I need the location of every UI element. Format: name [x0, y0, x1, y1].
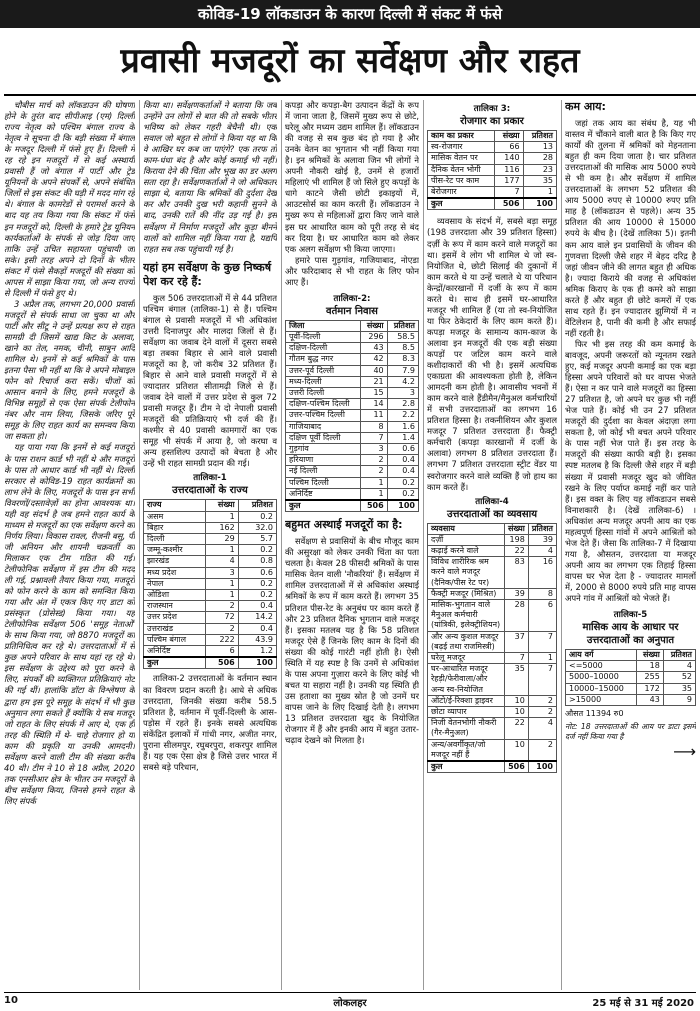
table-row — [286, 432, 419, 443]
table-cell: 83 — [505, 557, 529, 589]
table-row — [428, 187, 557, 199]
table-cell: 16 — [528, 557, 556, 589]
table-4-header: प्रतिशत — [528, 523, 556, 534]
table-cell: 5.7 — [238, 534, 276, 545]
table-5-header: आय वर्ग — [566, 650, 637, 661]
table-row — [144, 590, 277, 601]
col2-paragraph-3: तालिका-2 उत्तरदाताओं के वर्तमान स्थान का विवरण प्रदान करती है। आधे से अधिक उत्तरदाता, जिनकी संख्या करीब 58.5 प्रतिशत है, वर्तमान में पूर्वी-दिल्ली के आस-पड़ोस में रहते हैं। इनके सबसे अत्यधिक संकेंद्रित इलाकों में गांधी नगर, अजीत नगर, पुराना सीलमपुर, रघुबरपुरा, शकरपुर शामिल हैं। यह एक ऐसा क्षेत्र है जिसे उत्तर भारत में सबसे बड़े परिधान, — [143, 673, 277, 772]
table-cell: >15000 — [566, 694, 637, 705]
table-2-header: संख्या — [361, 320, 387, 331]
table-4 — [427, 497, 557, 774]
table-5-average: औसत 11394 रु0 — [565, 709, 624, 719]
table-cell: 7 — [528, 664, 556, 696]
table-row — [286, 399, 419, 410]
table-cell: दक्षिण पूर्वी दिल्ली — [286, 432, 361, 443]
table-cell: 0.4 — [387, 466, 418, 477]
table-1-header: संख्या — [206, 500, 238, 511]
table-5 — [565, 610, 696, 760]
table-total-cell: 506 — [505, 761, 529, 773]
table-1-header: राज्य — [144, 500, 206, 511]
table-cell: दैनिक वेतन भोगी — [428, 164, 495, 175]
table-cell: 5000–10000 — [566, 672, 637, 683]
table-cell: विविध शारीरिक श्रम करने वाले मजदूर (दैनिक/पीस रेट पर) — [428, 557, 505, 589]
table-row — [428, 695, 557, 706]
table-cell: 43 — [361, 343, 387, 354]
table-row — [428, 534, 557, 545]
table-cell: 296 — [361, 332, 387, 343]
table-2-title: वर्तमान निवास — [326, 305, 378, 317]
table-cell: हरियाणा — [286, 455, 361, 466]
table-cell: 29 — [206, 534, 238, 545]
table-total-cell: 100 — [523, 198, 556, 210]
table-cell: 39 — [528, 534, 556, 545]
table-cell: 10 — [505, 695, 529, 706]
col2-section-heading: यहां हम सर्वेक्षण के कुछ निष्कर्ष पेश कर रहे हैं: — [143, 260, 272, 288]
table-row — [286, 444, 419, 455]
col3-paragraph-1: कपड़ा और कपड़ा-बैग उत्पादन केंद्रों के रूप में जाना जाता है, जिसमें मुख्य रूप से छोटे, घरेलू और मध्यम उद्यम शामिल हैं। लॉकडाउन की वजह से सब कुछ बंद हो गया है और उनके वेतन का भुगतान भी नहीं किया गया है। इन श्रमिकों के अलावा जिन भी लोगों ने अपनी नौकरी खोई है, उनमें से हजारों महिलाएं भी शामिल हैं जो सिले हुए कपड़ों के धागे काटने जैसी छोटी इकाइयों में, आउटसोर्स का काम करती हैं। लॉकडाउन ने मुख्य रूप से महिलाओं द्वारा किए जाने वाले इस घर आधारित काम को पूरी तरह से बंद कर दिया है। घर आधारित काम को लेकर एक अलग सर्वेक्षण भी किया जाएगा। — [285, 100, 419, 254]
table-cell: 4 — [663, 661, 695, 672]
column-3 — [285, 100, 419, 992]
table-3-grid — [427, 130, 557, 210]
table-cell: 0.4 — [238, 601, 276, 612]
table-4-header: संख्या — [505, 523, 529, 534]
table-row — [286, 488, 419, 500]
table-cell: ओडिशा — [144, 590, 206, 601]
column-divider — [281, 100, 282, 990]
col1-paragraph-1: चौबीस मार्च को लॉकडाउन की घोषणा होने के तुरंत बाद सीपीआइ (एम) दिल्ली राज्य नेतृत्व को पश्चिम बंगाल राज्य के नेतृत्व ने सूचना दी कि बड़ी संख्या में बंगाल के मजदूर दिल्ली में फंसे हुए हैं। दिल्ली में रह रहे इन मजदूरों में से कई अस्थायी प्रवासी हैं जो बंगाल में पार्टी और ट्रेड यूनियनों के अपने संपर्कों से, अपने संबंधित जिलों से इस संकट की घड़ी में मदद मांग रहे थे। बंगाल के कामरेडों से परामर्श करने के बाद यह तय किया गया कि संकट में फंसे इन मजदूरों को, दिल्ली के हमारे ट्रेड यूनियन कार्यकर्ताओं के संपर्क से जोड़ दिया जाए ताकि उन्हें उचित सहायता पहुंचायी जा सके। इसी तरह अपने दो दिनों के भीतर संकट में फंसे सैकड़ों मजदूरों की संख्या को आपस में साझा किया गया, जो अन्य राज्यों से दिल्ली में फंसे हुए थे। — [4, 100, 135, 298]
table-cell: 1 — [528, 653, 556, 664]
table-cell: 6 — [206, 646, 238, 658]
table-row — [428, 664, 557, 696]
table-cell: 8 — [528, 588, 556, 599]
table-2-caption: तालिका-2: — [333, 293, 371, 304]
table-cell: 8.3 — [387, 354, 418, 365]
table-cell: 7 — [495, 187, 523, 199]
table-cell: घर-आधारित मजदूर रेहड़ी/फेरीवाला/और अन्य स्व-नियोजित — [428, 664, 505, 696]
table-cell: 1 — [361, 477, 387, 488]
table-row — [428, 546, 557, 557]
table-cell: उत्तर-पूर्व दिल्ली — [286, 365, 361, 376]
column-2 — [143, 100, 277, 992]
table-cell: 43.9 — [238, 634, 276, 645]
table-cell: 14 — [361, 399, 387, 410]
table-row — [144, 567, 277, 578]
table-total-cell: 100 — [387, 500, 418, 512]
table-row — [144, 601, 277, 612]
table-total-cell: 506 — [361, 500, 387, 512]
table-2 — [285, 294, 419, 512]
table-row — [428, 164, 557, 175]
table-cell: 13 — [523, 142, 556, 153]
table-3-header: काम का प्रकार — [428, 131, 495, 142]
table-cell: 14.2 — [238, 612, 276, 623]
table-total-row — [144, 657, 277, 669]
table-row — [144, 646, 277, 658]
table-row — [428, 631, 557, 652]
col1-paragraph-2: 3 अप्रैल तक, लगभग 20,000 प्रवासी मजदूरों से संपर्क साधा जा चुका था और पार्टी और सीटू ने उन्हें प्रत्यक्ष रूप से राहत सामग्री दी जिसमें खाद्य किट के अलावा, खाने का तेल, नमक, चीनी, साबुन आदि शामिल थे। इनमें से कई श्रमिकों के पास इतना पैसा भी नहीं था कि वे अपने मोबाइल फोन को रिचार्ज करा सकें। चीजों को आसान बनाने के लिए, हमने मजदूरों के विभिन्न समूहों से एक ऐसा संपर्क टेलीफोन नंबर और नाम लिया, जिसके जरिए पूरे समूह के लिए राहत कार्य का समन्वय किया जा सकता हो। — [4, 298, 135, 442]
table-cell: पीस-रेट पर काम — [428, 175, 495, 186]
table-cell: 28 — [523, 153, 556, 164]
table-cell: 1 — [361, 488, 387, 500]
table-cell: निजी वेतनभोगी नौकरी (गैर-मैनुअल) — [428, 718, 505, 739]
table-cell: 37 — [505, 631, 529, 652]
table-4-title: उत्तरदाताओं का व्यवसाय — [446, 508, 538, 520]
table-cell: दर्ज़ी — [428, 534, 505, 545]
table-row — [428, 175, 557, 186]
table-cell: 7 — [528, 631, 556, 652]
table-cell: 4 — [206, 556, 238, 567]
col5-paragraph-2: फिर भी इस तरह की कम कमाई के बावजूद, अपनी जरूरतों को न्यूनतम रखते हुए, कई मजदूर अपनी कमाई का एक बड़ा हिस्सा अपने परिवारों को घर वापस भेजते हैं। ऐसा न कर पाने वाले मजदूरों का हिस्सा 27 प्रतिशत है, जो अपने घर कुछ भी नहीं भेज पाते हैं। कोई भी उन 27 प्रतिशत मजदूरों की दुर्दशा का केवल अंदाज़ा लगा सकता है, जो कोई भी बचत अपने परिवार के पास नहीं भेज पाते हैं। इस तरह के मजदूरों की संख्या काफी बड़ी है। इसका स्पष्ट मतलब है कि दिल्ली जैसे शहर में बड़ी संख्या में प्रवासी मजदूर खुद को जीवित रखने के लिए पर्याप्त कमाई नहीं कर पाते हैं। इस वक्त के लिए यह लॉकडाउन सबसे विनाशकारी है। (देखें तालिका-6) । अधिकांश अन्य मजदूर अपनी आय का एक महत्वपूर्ण हिस्सा गांवों में अपने आश्रितों को भेज देते हैं। जैसा कि तालिका-7 में दिखाया गया है, औसतन, उत्तरदाता या मजदूर अपनी आय का लगभग एक तिहाई हिस्सा वापस घर भेज देता है - ज्यादातर मामलों में, 2000 से 8000 रुपये प्रति माह वापस अपने गांव में आश्रितों को भेजते हैं। — [565, 338, 696, 604]
table-cell: अनिर्दिष्ट — [286, 488, 361, 500]
table-row — [286, 332, 419, 343]
table-cell: 10 — [505, 707, 529, 718]
table-cell: राजस्थान — [144, 601, 206, 612]
table-cell: 18 — [636, 661, 663, 672]
table-cell: 0.2 — [387, 477, 418, 488]
column-divider — [423, 100, 424, 990]
table-cell: 140 — [495, 153, 523, 164]
table-cell: 1 — [206, 590, 238, 601]
continue-arrow-icon: ⟶ — [673, 742, 696, 762]
table-row — [566, 683, 696, 694]
table-cell: 6 — [528, 600, 556, 632]
table-cell: 0.6 — [387, 444, 418, 455]
table-cell: दिल्ली — [144, 534, 206, 545]
table-cell: कढ़ाई करने वाले — [428, 546, 505, 557]
table-5-grid — [565, 649, 696, 706]
table-cell: 3 — [361, 444, 387, 455]
table-cell: 35 — [523, 175, 556, 186]
table-row — [286, 421, 419, 432]
table-total-cell: कुल — [428, 761, 505, 773]
table-cell: स्व-रोजगार — [428, 142, 495, 153]
table-cell: 8.5 — [387, 343, 418, 354]
table-cell: 28 — [505, 600, 529, 632]
page-number: 10 — [4, 995, 18, 1006]
table-cell: 2 — [528, 739, 556, 761]
table-cell: अनिर्दिष्ट — [144, 646, 206, 658]
footer-rule — [4, 992, 696, 993]
publication-name: लोकलहर — [333, 998, 367, 1009]
table-cell: उत्तर-पश्चिम दिल्ली — [286, 410, 361, 421]
table-cell: 1 — [206, 545, 238, 556]
table-cell: 222 — [206, 634, 238, 645]
table-cell: 1 — [206, 578, 238, 589]
table-cell: 1 — [523, 187, 556, 199]
table-5-note: नोट: 18 उत्तरदाताओं की आय पर डाटा इसमें दर्ज नहीं किया गया है — [565, 722, 696, 742]
table-cell: 39 — [505, 588, 529, 599]
page-headline: प्रवासी मजदूरों का सर्वेक्षण और राहत — [120, 41, 580, 81]
table-3-caption: तालिका 3: — [473, 104, 511, 114]
table-cell: 0.2 — [238, 545, 276, 556]
table-2-grid — [285, 320, 419, 512]
table-cell: 0.2 — [238, 590, 276, 601]
table-row — [144, 634, 277, 645]
table-4-header: व्यवसाय — [428, 523, 505, 534]
table-cell: 40 — [361, 365, 387, 376]
table-cell: बिहार — [144, 522, 206, 533]
table-cell: नई दिल्ली — [286, 466, 361, 477]
table-cell: घरेलू मजदूर — [428, 653, 505, 664]
table-cell: 0.4 — [238, 623, 276, 634]
table-cell: 1.6 — [387, 421, 418, 432]
table-row — [286, 343, 419, 354]
table-cell: 15 — [361, 388, 387, 399]
table-total-cell: कुल — [144, 657, 206, 669]
table-total-cell: 100 — [238, 657, 276, 669]
table-cell: और अन्य कुशल मजदूर (बढ़ई तथा राजमिस्त्री) — [428, 631, 505, 652]
table-row — [428, 600, 557, 632]
table-cell: 9 — [663, 694, 695, 705]
table-cell: 172 — [636, 683, 663, 694]
table-cell: 42 — [361, 354, 387, 365]
table-cell: 23 — [523, 164, 556, 175]
table-cell: 21 — [361, 376, 387, 387]
table-total-cell: 100 — [528, 761, 556, 773]
table-row — [144, 578, 277, 589]
col3-paragraph-2: हमारे पास गुड़गांव, गाजियाबाद, नोएडा और फरिदाबाद से भी राहत के लिए फोन आए हैं। — [285, 254, 419, 287]
table-cell: 2.2 — [387, 410, 418, 421]
table-cell: पश्चिम दिल्ली — [286, 477, 361, 488]
table-cell: 2.8 — [387, 399, 418, 410]
table-cell: 2 — [528, 695, 556, 706]
table-4-grid — [427, 523, 557, 774]
table-3 — [427, 104, 557, 210]
table-cell: <=5000 — [566, 661, 637, 672]
table-cell: 52 — [663, 672, 695, 683]
table-row — [286, 410, 419, 421]
table-cell: 198 — [505, 534, 529, 545]
table-row — [286, 376, 419, 387]
table-1-header: प्रतिशत — [238, 500, 276, 511]
table-cell: मध्य-दिल्ली — [286, 376, 361, 387]
table-cell: 2 — [361, 466, 387, 477]
table-total-cell: 506 — [495, 198, 523, 210]
table-cell: 32.0 — [238, 522, 276, 533]
col1-paragraph-3: यह पाया गया कि इनमें से कई मजदूरों के पास राशन कार्ड भी नहीं थे और मजदूरों के पास तो आधार कार्ड भी नहीं थे। दिल्ली सरकार से कोविड-19 राहत कार्यक्रमों का लाभ लेने के लिए, मजदूरों के पास इन सभी विवरणों/दस्तावेज़ों का होना आवश्यक था। यही वह संदर्भ है जब हमने राहत कार्य के माध्यम से मजदूरों का एक सर्वेक्षण करने का निर्णय लिया। विकास रावल, रीजनी बसु, पी जी अनियन और शायनी चक्रवर्ती का मिलाकर एक टीम गठित की गई। टेलीफोनिक सर्वेक्षण में इस टीम की मदद ली गई, प्रश्नावली तैयार किया गया, मजदूरों को फोन करने के काम को समन्वित किया गया और अंत में एकत्र किए गए डाटा को प्रसंस्कृत (प्रोसेस्ड) किया गया। यह टेलीफोनिक सर्वेक्षण 506 'समूह नेताओं' के साथ किया गया, जो 8870 मजदूरों का प्रतिनिधित्व कर रहे थे। उत्तरदाताओं में से कुछ अपने परिवार के साथ यहां रह रहे थे। इस सर्वेक्षण के उद्देश्य को पूरा करने के लिए, संपर्कों की व्यक्तिगत प्रतिक्रियाएं नोट की गई थीं। हालांकि डॉटा के विश्लेषण के द्वारा हम इस पूरे समूह के संदर्भ में भी कुछ अनुमान लगा सकते हैं क्योंकि ये सब मजदूर जो राहत के लिए संपर्क में आए थे, एक ही तरह की स्थिति में थे- चाहे रोजगार हो या काम की प्रकृति या उनकी आमदनी। सर्वेक्षण करने वाली टीम की संख्या करीब 40 थी। टीम ने 10 से 18 अप्रैल, 2020 तक एनसीआर क्षेत्र के भीतर उन मजदूरों के बीच सर्वेक्षण किया, जिनसे हमने राहत के लिए संपर्क — [4, 442, 135, 806]
col4-paragraph-1: व्यवसाय के संदर्भ में, सबसे बड़ा समूह (198 उत्तरदाता और 39 प्रतिशत हिस्सा) दर्ज़ी के रूप में काम करने वाले मजदूरों का था। इसमें वे लोग भी शामिल थे जो स्व-नियोजित थे, छोटी सिलाई की दुकानों में काम करते थे या उन्हें चलाते थे या परिधान केन्द्रों/कारखानों में दर्जी के रूप में काम करते थे। साथ ही इसमें घर-आधारित मजदूर भी शामिल हैं (या तो स्व-नियोजित या फिर ठेकेदारों के लिए काम करते हैं)। कपड़ा मजदूर के सामान्य काम-काज के अलावा इन मजदूरों की एक बड़ी संख्या कपड़ों पर जटिल काम करने वाले कशीदाकारों की भी है। इसमें अत्यधिक एकाग्रता की आवश्यकता होती है, लेकिन आमदनी कम होती है। आवासीय भवनों में काम करने वाले हैंडीमैन/मैनुअल कर्मचारियों में सभी उत्तरदाताओं का लगभग 16 प्रतिशत हिस्सा है। तकनीशियन और कुशल मजदूर 7 प्रतिशत उत्तरदाता हैं। फैक्ट्री कर्मचारी (कपड़ा कारखानों में दर्जी के अलावा) लगभग 8 प्रतिशत उत्तरदाता हैं। लगभग 7 प्रतिशत उत्तरदाता स्ट्रीट वेंडर या स्वरोजगार करने वाले व्यक्ति हैं जो हाथ का काम करते हैं। — [427, 216, 557, 492]
table-cell: 8 — [361, 421, 387, 432]
table-cell: 2 — [361, 455, 387, 466]
column-5 — [565, 100, 696, 992]
table-cell: ऑटो/ई-रिक्शा ड्राइवर — [428, 695, 505, 706]
table-row — [428, 739, 557, 761]
table-cell: 0.2 — [238, 511, 276, 522]
table-cell: 2 — [528, 707, 556, 718]
table-cell: झारखंड — [144, 556, 206, 567]
table-cell: 4.2 — [387, 376, 418, 387]
table-cell: 7 — [361, 432, 387, 443]
table-2-header: जिला — [286, 320, 361, 331]
table-row — [286, 354, 419, 365]
table-cell: 255 — [636, 672, 663, 683]
table-row — [428, 707, 557, 718]
issue-date: 25 मई से 31 मई 2020 — [592, 998, 694, 1009]
col5-paragraph-1: जहां तक आय का संबंध है, यह भी वास्तव में चौंकाने वाली बात है कि किए गए कार्यों की तुलना में श्रमिकों को मेहनताना बहुत ही कम दिया जाता है। चार प्रतिशत उत्तरदाताओं की मासिक आय 5000 रुपये से भी कम है। और सर्वेक्षण में शामिल उत्तरदाताओं के लगभग 52 प्रतिशत की आय 5000 रुपए से 10000 रुपए प्रति माह है (लॉकडाउन से पहले)। अन्य 35 प्रतिशत की आय 10000 से 15000 रुपये के बीच है। (देखें तालिका 5)। इतनी कम आय वाले इन प्रवासियों के जीवन की गुणवत्ता दिल्ली जैसे शहर में बेहद दरिद्र है जहां जीवन जीने की लागत बहुत ही अधिक है। ज्यादा किराये की वजह से अधिकांश श्रमिक किराए के एक ही कमरे को साझा करते हैं और बहुत ही छोटे कमरों में एक साथ रहते हैं। इन ज्यादातर झुग्गियों में न वेंटिलेशन है, पानी की कमी है और सफाई नहीं रहती है। — [565, 118, 696, 338]
table-total-row — [428, 761, 557, 773]
table-row — [144, 522, 277, 533]
table-cell: 3 — [387, 388, 418, 399]
table-cell: 1.2 — [238, 646, 276, 658]
table-row — [144, 612, 277, 623]
table-cell: अन्य/अवर्गीकृत/जो मजदूर नहीं हैं — [428, 739, 505, 761]
col2-paragraph-2: कुल 506 उत्तरदाताओं में से 44 प्रतिशत पश्चिम बंगाल (तालिका-1) से हैं। पश्चिम बंगाल से प्रवासी मजदूरों में भी अधिकांश उत्तरी दिनाजपुर और मालदा जिलों से हैं। सर्वेक्षण का जवाब देने वालों में दूसरा सबसे बड़ा तबका बिहार से आने वाले प्रवासी मजदूरों का है, जो करीब 32 प्रतिशत हैं। बिहार से आने वाले प्रवासी मजदूरों में से ज्यादातर प्रतिशत सीतामढ़ी जिले से हैं। जवाब देने वालों में उत्तर प्रदेश से कुल 72 प्रवासी मजदूर हैं। टीम ने दो नेपाली प्रवासी मजदूरों की प्रतिक्रियाएं भी दर्ज की हैं। कश्मीर से 40 प्रवासी कामगारों का एक समूह भी संपर्क में आया है, जो करघा व अन्य हस्तशिल्प उत्पादों को बेचता है और उन्हें भी राहत सामग्री प्रदान की गई। — [143, 292, 277, 469]
table-cell: मध्य प्रदेश — [144, 567, 206, 578]
table-1-grid — [143, 499, 277, 669]
table-cell: 35 — [663, 683, 695, 694]
table-3-header: प्रतिशत — [523, 131, 556, 142]
table-cell: 162 — [206, 522, 238, 533]
table-cell: गुड़गांव — [286, 444, 361, 455]
table-cell: 0.4 — [387, 455, 418, 466]
table-1-title: उत्तरदाताओं के राज्य — [172, 485, 248, 497]
table-cell: 72 — [206, 612, 238, 623]
table-3-title: रोजगार का प्रकार — [460, 116, 524, 127]
table-cell: 35 — [505, 664, 529, 696]
table-row — [286, 477, 419, 488]
column-1 — [4, 100, 135, 992]
table-cell: 4 — [528, 546, 556, 557]
table-cell: 7 — [505, 653, 529, 664]
table-5-header: प्रतिशत — [663, 650, 695, 661]
table-cell: 177 — [495, 175, 523, 186]
table-row — [286, 388, 419, 399]
table-row — [566, 661, 696, 672]
table-cell: गौतम बुद्ध नगर — [286, 354, 361, 365]
table-2-header: प्रतिशत — [387, 320, 418, 331]
table-cell: उत्तराखंड — [144, 623, 206, 634]
table-cell: मासिक वेतन पर — [428, 153, 495, 164]
table-row — [286, 365, 419, 376]
table-cell: 116 — [495, 164, 523, 175]
table-cell: 0.6 — [238, 567, 276, 578]
table-cell: दक्षिण-पश्चिम दिल्ली — [286, 399, 361, 410]
table-1-caption: तालिका-1 — [193, 473, 227, 484]
table-cell: 7.9 — [387, 365, 418, 376]
table-cell: नेपाल — [144, 578, 206, 589]
table-row — [428, 557, 557, 589]
table-cell: 10 — [505, 739, 529, 761]
table-cell: 43 — [636, 694, 663, 705]
table-total-row — [286, 500, 419, 512]
table-row — [144, 623, 277, 634]
table-total-cell: कुल — [428, 198, 495, 210]
table-cell: 2 — [206, 623, 238, 634]
table-cell: 1.4 — [387, 432, 418, 443]
col3-section-heading: बहुमत अस्थाई मजदूरों का है: — [285, 518, 403, 532]
table-cell: उत्तरी दिल्ली — [286, 388, 361, 399]
column-4 — [427, 100, 557, 992]
table-1 — [143, 473, 277, 669]
table-cell: 0.2 — [238, 578, 276, 589]
table-total-row — [428, 198, 557, 210]
table-3-header: संख्या — [495, 131, 523, 142]
table-row — [428, 588, 557, 599]
col5-section-heading: कम आय: — [565, 100, 606, 113]
table-cell: 0.2 — [387, 488, 418, 500]
table-cell: 3 — [206, 567, 238, 578]
column-divider — [139, 100, 140, 990]
table-row — [566, 672, 696, 683]
table-cell: 1 — [206, 511, 238, 522]
table-5-title: मासिक आय के आधार पर उत्तरदाताओं का अनुपात — [582, 622, 679, 647]
table-5-caption: तालिका-5 — [613, 610, 648, 621]
table-row — [428, 153, 557, 164]
table-cell: 22 — [505, 718, 529, 739]
col2-paragraph-1: किया था। सर्वेक्षणकर्ताओं ने बताया कि जब उन्होंने उन लोगों से बात की तो सबके भीतर भविष्य को लेकर गहरी बेचैनी थी। एक सवाल जो बहुत से लोगों ने किया यह था कि वे आखिर घर कब जा पाएंगे? एक तरफ तो काम-धंधा बंद है और कोई कमाई भी नहीं। किराया देने की चिंता और भूख का डर अलग सता रहा है। सर्वेक्षणकर्ताओं ने जो अधिकतर साझा थे, बताया कि श्रमिकों की दुर्दशा देख कर और उनकी दुख भरी कहानी सुनने के बाद, उनकी रातें की नींद उड़ गई है। इस सर्वेक्षण में निर्माण मजदूरों और कूड़ा बीनने वालों को शामिल नहीं किया गया है, यद्यपि राहत सब तक पहुंचायी गई है। — [143, 100, 277, 254]
top-banner: कोविड-19 लॉकडाउन के कारण दिल्ली में संकट में फंसे — [0, 0, 700, 28]
table-4-caption: तालिका-4 — [475, 496, 509, 507]
table-row — [566, 694, 696, 705]
table-cell: छोटा व्यापार — [428, 707, 505, 718]
table-row — [286, 455, 419, 466]
table-cell: 22 — [505, 546, 529, 557]
table-row — [144, 511, 277, 522]
table-cell: दक्षिण-दिल्ली — [286, 343, 361, 354]
table-cell: 2 — [206, 601, 238, 612]
table-row — [428, 653, 557, 664]
table-cell: उत्तर प्रदेश — [144, 612, 206, 623]
col3-paragraph-3: सर्वेक्षण से प्रवासियों के बीच मौजूद काम की असुरक्षा को लेकर उनकी चिंता का पता चलता है। केवल 28 फीसदी श्रमिकों के पास मासिक वेतन वाली 'नौकरियां' हैं। सर्वेक्षण में शामिल उत्तरदाताओं में से अधिकांश अस्थाई श्रमिकों के रूप में काम करते हैं। लगभग 35 प्रतिशत पीस-रेट के अनुबंध पर काम करते हैं और 23 प्रतिशत दैनिक भुगतान वाले मजदूर हैं। इसका मतलब यह है कि 58 प्रतिशत मजदूर ऐसे हैं जिनके लिए काम के दिनों की संख्या की कोई गारंटी नहीं होती है। ऐसी स्थिति में यह स्पष्ट है कि उनमें से अधिकांश के पास अपना गुज़ारा करने के लिए कोई भी बचत या सहारा नहीं है। उनकी यह स्थिति ही उस हताशा का मुख्य स्रोत है जो उनमें घर वापस जाने के लिए दिखाई देती है। लगभग 13 प्रतिशत उत्तरदाता खुद के नियोजित रोजगार में हैं और इनकी आय में बहुत उतार-चढ़ाव देखने को मिलता है। — [285, 536, 419, 746]
table-cell: जम्मू-कश्मीर — [144, 545, 206, 556]
table-row — [428, 142, 557, 153]
table-cell: असम — [144, 511, 206, 522]
table-row — [144, 556, 277, 567]
table-row — [428, 718, 557, 739]
table-row — [144, 545, 277, 556]
table-cell: 58.5 — [387, 332, 418, 343]
table-cell: 4 — [528, 718, 556, 739]
table-cell: 66 — [495, 142, 523, 153]
table-cell: 0.8 — [238, 556, 276, 567]
table-total-cell: 506 — [206, 657, 238, 669]
table-cell: गाजियाबाद — [286, 421, 361, 432]
page-footer — [0, 995, 700, 1011]
table-5-header: संख्या — [636, 650, 663, 661]
headline-rule — [4, 94, 696, 96]
table-row — [286, 466, 419, 477]
table-row — [144, 534, 277, 545]
table-cell: पश्चिम बंगाल — [144, 634, 206, 645]
table-cell: मासिक-भुगतान वाले मैनुअल कर्मचारी (यांत्रिकी, इलेक्ट्रीशियन) — [428, 600, 505, 632]
table-cell: फैक्ट्री मजदूर (मिश्रित) — [428, 588, 505, 599]
column-divider — [561, 100, 562, 990]
table-total-cell: कुल — [286, 500, 361, 512]
table-cell: बेरोजगार — [428, 187, 495, 199]
table-cell: 10000–15000 — [566, 683, 637, 694]
table-cell: पूर्वी-दिल्ली — [286, 332, 361, 343]
table-cell: 11 — [361, 410, 387, 421]
